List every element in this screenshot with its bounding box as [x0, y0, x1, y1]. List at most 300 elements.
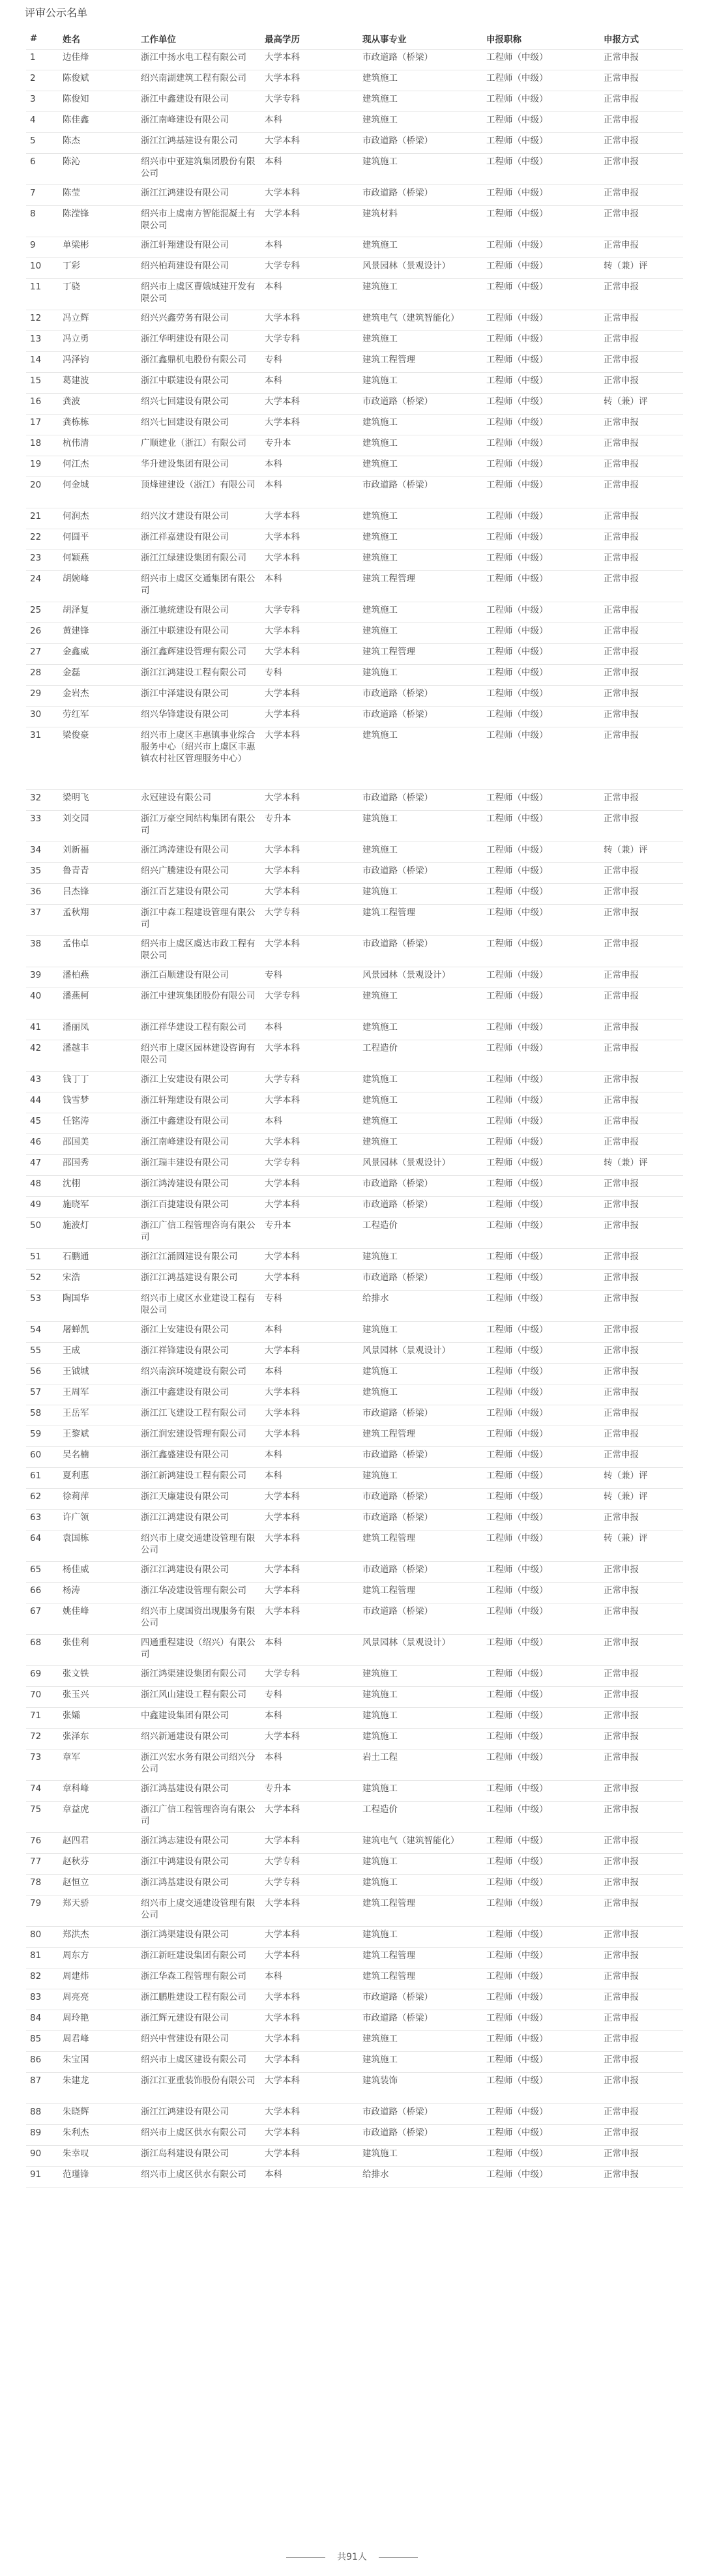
cell-specialty: 给排水: [359, 1291, 482, 1322]
cell-title: 工程师（中级）: [482, 1989, 600, 2010]
table-row: [26, 1405, 683, 1426]
cell-specialty: 风景园林（景观设计）: [359, 1343, 482, 1364]
cell-title: 工程师（中级）: [482, 1072, 600, 1092]
cell-mode: 正常申报: [600, 790, 683, 811]
cell-mode: 正常申报: [600, 686, 683, 707]
cell-name: 梁俊豪: [59, 727, 137, 790]
cell-specialty: 市政道路（桥梁）: [359, 686, 482, 707]
cell-index: 4: [26, 112, 59, 133]
cell-employer: 绍兴市上虞区建设有限公司: [137, 2052, 261, 2073]
cell-specialty: 市政道路（桥梁）: [359, 2104, 482, 2125]
cell-employer: 浙江江鸿建设有限公司: [137, 1562, 261, 1583]
cell-title: 工程师（中级）: [482, 435, 600, 456]
cell-specialty: 建筑工程管理: [359, 1426, 482, 1447]
table-row: [26, 1249, 683, 1270]
cell-name: 章科峰: [59, 1781, 137, 1802]
cell-title: 工程师（中级）: [482, 1895, 600, 1927]
cell-title: 工程师（中级）: [482, 1155, 600, 1176]
cell-mode: 正常申报: [600, 456, 683, 477]
cell-name: 潘丽凤: [59, 1019, 137, 1040]
cell-education: 专升本: [261, 811, 359, 842]
cell-title: 工程师（中级）: [482, 2167, 600, 2188]
cell-mode: 正常申报: [600, 727, 683, 790]
header-name: 姓名: [59, 28, 137, 50]
cell-mode: 正常申报: [600, 1562, 683, 1583]
cell-mode: 正常申报: [600, 623, 683, 644]
cell-title: 工程师（中级）: [482, 1854, 600, 1875]
cell-specialty: 建筑施工: [359, 1781, 482, 1802]
table-row: [26, 1322, 683, 1343]
cell-index: 60: [26, 1447, 59, 1468]
header-employer: 工作单位: [137, 28, 261, 50]
table-row: [26, 279, 683, 310]
cell-name: 陈莹: [59, 185, 137, 206]
cell-index: 1: [26, 50, 59, 70]
cell-name: 章军: [59, 1749, 137, 1781]
cell-employer: 绍兴市上虞区供水有限公司: [137, 2167, 261, 2188]
table-row: [26, 258, 683, 279]
cell-name: 赵秋芬: [59, 1854, 137, 1875]
cell-name: 杨佳威: [59, 1562, 137, 1583]
table-row: [26, 686, 683, 707]
cell-employer: 浙江鸿志建设有限公司: [137, 1833, 261, 1854]
table-row: [26, 185, 683, 206]
cell-employer: 浙江鑫鼎机电股份有限公司: [137, 352, 261, 373]
cell-index: 42: [26, 1040, 59, 1072]
table-row: [26, 967, 683, 988]
cell-employer: 绍兴南滨环境建设有限公司: [137, 1364, 261, 1384]
cell-mode: 正常申报: [600, 508, 683, 529]
cell-specialty: 建筑施工: [359, 623, 482, 644]
cell-education: 大学本科: [261, 394, 359, 415]
cell-name: 许广领: [59, 1510, 137, 1530]
cell-index: 68: [26, 1635, 59, 1666]
cell-index: 65: [26, 1562, 59, 1583]
cell-title: 工程师（中级）: [482, 1426, 600, 1447]
cell-education: 专科: [261, 967, 359, 988]
cell-index: 58: [26, 1405, 59, 1426]
table-row: [26, 1969, 683, 1989]
cell-mode: 正常申报: [600, 2146, 683, 2167]
cell-mode: 正常申报: [600, 1384, 683, 1405]
cell-name: 章益虎: [59, 1802, 137, 1833]
cell-education: 大学本科: [261, 2052, 359, 2073]
cell-specialty: 建筑电气（建筑智能化）: [359, 1833, 482, 1854]
cell-title: 工程师（中级）: [482, 1040, 600, 1072]
cell-mode: 正常申报: [600, 2125, 683, 2146]
cell-title: 工程师（中级）: [482, 1176, 600, 1197]
cell-title: 工程师（中级）: [482, 1019, 600, 1040]
cell-name: 葛建波: [59, 373, 137, 394]
cell-name: 周君峰: [59, 2031, 137, 2052]
cell-mode: 正常申报: [600, 1583, 683, 1603]
table-row: [26, 1948, 683, 1969]
table-row: [26, 1802, 683, 1833]
cell-employer: 浙江鸿渠建设集团有限公司: [137, 1666, 261, 1687]
cell-mode: 正常申报: [600, 936, 683, 967]
table-row: [26, 842, 683, 863]
cell-specialty: 建筑施工: [359, 331, 482, 352]
cell-index: 30: [26, 707, 59, 727]
cell-title: 工程师（中级）: [482, 237, 600, 258]
cell-index: 86: [26, 2052, 59, 2073]
table-row: [26, 863, 683, 884]
cell-education: 本科: [261, 1635, 359, 1666]
cell-title: 工程师（中级）: [482, 842, 600, 863]
table-row: [26, 1708, 683, 1729]
table-row: [26, 790, 683, 811]
cell-mode: 正常申报: [600, 435, 683, 456]
cell-index: 6: [26, 154, 59, 185]
cell-title: 工程师（中级）: [482, 456, 600, 477]
cell-title: 工程师（中级）: [482, 1197, 600, 1218]
cell-education: 本科: [261, 456, 359, 477]
cell-education: 大学专科: [261, 905, 359, 936]
cell-education: 大学本科: [261, 1583, 359, 1603]
cell-title: 工程师（中级）: [482, 1291, 600, 1322]
cell-education: 本科: [261, 154, 359, 185]
cell-index: 75: [26, 1802, 59, 1833]
cell-title: 工程师（中级）: [482, 1927, 600, 1948]
cell-specialty: 市政道路（桥梁）: [359, 50, 482, 70]
cell-education: 大学本科: [261, 790, 359, 811]
table-row: [26, 394, 683, 415]
table-row: [26, 1176, 683, 1197]
cell-employer: 浙江江鸿基建设有限公司: [137, 133, 261, 154]
cell-index: 57: [26, 1384, 59, 1405]
table-row: [26, 1989, 683, 2010]
cell-employer: 浙江祥华建设工程有限公司: [137, 1019, 261, 1040]
table-row: [26, 936, 683, 967]
cell-title: 工程师（中级）: [482, 811, 600, 842]
cell-employer: 浙江百顺建设有限公司: [137, 967, 261, 988]
cell-name: 周建炜: [59, 1969, 137, 1989]
cell-education: 大学本科: [261, 1176, 359, 1197]
cell-mode: 正常申报: [600, 1603, 683, 1635]
cell-index: 76: [26, 1833, 59, 1854]
cell-index: 31: [26, 727, 59, 790]
table-row: [26, 1666, 683, 1687]
cell-employer: 浙江鸿涛建设有限公司: [137, 842, 261, 863]
table-row: [26, 1343, 683, 1364]
cell-title: 工程师（中级）: [482, 1343, 600, 1364]
cell-title: 工程师（中级）: [482, 206, 600, 237]
cell-index: 33: [26, 811, 59, 842]
table-row: [26, 529, 683, 550]
cell-mode: 正常申报: [600, 2167, 683, 2188]
cell-title: 工程师（中级）: [482, 967, 600, 988]
cell-education: 大学本科: [261, 529, 359, 550]
cell-title: 工程师（中级）: [482, 1218, 600, 1249]
cell-education: 大学专科: [261, 1666, 359, 1687]
cell-specialty: 建筑施工: [359, 727, 482, 790]
cell-title: 工程师（中级）: [482, 279, 600, 310]
cell-specialty: 建筑施工: [359, 508, 482, 529]
cell-name: 丁彩: [59, 258, 137, 279]
cell-employer: 浙江轩翔建设有限公司: [137, 1092, 261, 1113]
cell-index: 85: [26, 2031, 59, 2052]
cell-education: 大学本科: [261, 936, 359, 967]
cell-name: 龚波: [59, 394, 137, 415]
cell-employer: 浙江中联建设有限公司: [137, 373, 261, 394]
cell-name: 张佳利: [59, 1635, 137, 1666]
table-row: [26, 206, 683, 237]
table-row: [26, 1875, 683, 1895]
cell-index: 26: [26, 623, 59, 644]
cell-mode: 正常申报: [600, 373, 683, 394]
cell-title: 工程师（中级）: [482, 1134, 600, 1155]
cell-name: 袁国栋: [59, 1530, 137, 1562]
cell-mode: 正常申报: [600, 1249, 683, 1270]
cell-education: 大学本科: [261, 1426, 359, 1447]
table-row: [26, 237, 683, 258]
cell-mode: 正常申报: [600, 1134, 683, 1155]
cell-name: 邵国美: [59, 1134, 137, 1155]
cell-specialty: 市政道路（桥梁）: [359, 1405, 482, 1426]
cell-education: 大学本科: [261, 1948, 359, 1969]
cell-specialty: 建筑施工: [359, 550, 482, 571]
cell-index: 22: [26, 529, 59, 550]
cell-employer: 浙江岛科建设有限公司: [137, 2146, 261, 2167]
cell-employer: 浙江祥锋建设有限公司: [137, 1343, 261, 1364]
cell-employer: 浙江华凌建设管理有限公司: [137, 1583, 261, 1603]
cell-education: 大学本科: [261, 863, 359, 884]
cell-employer: 绍兴七回建设有限公司: [137, 394, 261, 415]
cell-name: 朱宝国: [59, 2052, 137, 2073]
cell-name: 朱利杰: [59, 2125, 137, 2146]
cell-employer: 绍兴广騰建设有限公司: [137, 863, 261, 884]
cell-education: 本科: [261, 2167, 359, 2188]
cell-mode: 正常申报: [600, 602, 683, 623]
cell-title: 工程师（中级）: [482, 2125, 600, 2146]
cell-specialty: 建筑施工: [359, 70, 482, 91]
cell-index: 48: [26, 1176, 59, 1197]
cell-title: 工程师（中级）: [482, 1384, 600, 1405]
cell-index: 18: [26, 435, 59, 456]
cell-mode: 正常申报: [600, 2073, 683, 2104]
cell-name: 吕杰锋: [59, 884, 137, 905]
cell-name: 陈俊知: [59, 91, 137, 112]
cell-employer: 浙江中扬水电工程有限公司: [137, 50, 261, 70]
table-row: [26, 112, 683, 133]
cell-title: 工程师（中级）: [482, 1092, 600, 1113]
cell-specialty: 工程造价: [359, 1218, 482, 1249]
cell-title: 工程师（中级）: [482, 727, 600, 790]
cell-title: 工程师（中级）: [482, 1583, 600, 1603]
cell-name: 潘越丰: [59, 1040, 137, 1072]
cell-title: 工程师（中级）: [482, 1405, 600, 1426]
cell-education: 本科: [261, 1447, 359, 1468]
cell-education: 大学专科: [261, 988, 359, 1019]
page-title: 评审公示名单: [25, 7, 88, 19]
cell-employer: 浙江上安建设有限公司: [137, 1072, 261, 1092]
cell-education: 本科: [261, 571, 359, 602]
cell-title: 工程师（中级）: [482, 1270, 600, 1291]
cell-specialty: 市政道路（桥梁）: [359, 1176, 482, 1197]
table-row: [26, 352, 683, 373]
cell-specialty: 市政道路（桥梁）: [359, 185, 482, 206]
cell-index: 44: [26, 1092, 59, 1113]
cell-name: 张孀: [59, 1708, 137, 1729]
cell-index: 21: [26, 508, 59, 529]
cell-education: 大学本科: [261, 1197, 359, 1218]
cell-name: 潘柏燕: [59, 967, 137, 988]
cell-mode: 正常申报: [600, 1176, 683, 1197]
cell-education: 专科: [261, 665, 359, 686]
cell-specialty: 建筑施工: [359, 2031, 482, 2052]
cell-specialty: 建筑施工: [359, 884, 482, 905]
cell-employer: 浙江鑫盛建设有限公司: [137, 1447, 261, 1468]
cell-employer: 绍兴市上虞区供水有限公司: [137, 2125, 261, 2146]
table-row: [26, 435, 683, 456]
cell-education: 大学本科: [261, 1343, 359, 1364]
cell-specialty: 建筑施工: [359, 1875, 482, 1895]
cell-index: 77: [26, 1854, 59, 1875]
cell-mode: 转（兼）评: [600, 842, 683, 863]
cell-mode: 正常申报: [600, 988, 683, 1019]
cell-index: 14: [26, 352, 59, 373]
cell-specialty: 建筑装饰: [359, 2073, 482, 2104]
cell-employer: 浙江瑞丰建设有限公司: [137, 1155, 261, 1176]
cell-title: 工程师（中级）: [482, 258, 600, 279]
cell-education: 大学本科: [261, 2125, 359, 2146]
cell-education: 大学专科: [261, 1854, 359, 1875]
cell-name: 陈俊斌: [59, 70, 137, 91]
cell-education: 专科: [261, 352, 359, 373]
cell-specialty: 建筑施工: [359, 435, 482, 456]
cell-employer: 浙江广信工程管理咨询有限公司: [137, 1218, 261, 1249]
table-row: [26, 70, 683, 91]
cell-index: 45: [26, 1113, 59, 1134]
cell-name: 沈栩: [59, 1176, 137, 1197]
cell-index: 8: [26, 206, 59, 237]
cell-name: 朱幸叹: [59, 2146, 137, 2167]
cell-mode: 正常申报: [600, 1635, 683, 1666]
cell-title: 工程师（中级）: [482, 394, 600, 415]
cell-index: 89: [26, 2125, 59, 2146]
cell-mode: 正常申报: [600, 1781, 683, 1802]
cell-employer: 绍兴市上虞区交通集团有限公司: [137, 571, 261, 602]
table-row: [26, 1468, 683, 1489]
table-row: [26, 1927, 683, 1948]
cell-name: 王岳军: [59, 1405, 137, 1426]
cell-employer: 四通重程建设（绍兴）有限公司: [137, 1635, 261, 1666]
table-row: [26, 884, 683, 905]
cell-specialty: 市政道路（桥梁）: [359, 133, 482, 154]
cell-title: 工程师（中级）: [482, 863, 600, 884]
cell-employer: 浙江祥嘉建设有限公司: [137, 529, 261, 550]
cell-name: 朱晓辉: [59, 2104, 137, 2125]
cell-employer: 浙江辉元建设有限公司: [137, 2010, 261, 2031]
cell-employer: 绍兴市中亚建筑集团股份有限公司: [137, 154, 261, 185]
cell-specialty: 建筑施工: [359, 842, 482, 863]
cell-mode: 正常申报: [600, 1040, 683, 1072]
cell-name: 梁明飞: [59, 790, 137, 811]
cell-index: 9: [26, 237, 59, 258]
cell-employer: 浙江万豪空间结构集团有限公司: [137, 811, 261, 842]
cell-mode: 正常申报: [600, 884, 683, 905]
cell-index: 88: [26, 2104, 59, 2125]
cell-employer: 绍兴市上虞区曹娥城建开发有限公司: [137, 279, 261, 310]
cell-name: 郑天骄: [59, 1895, 137, 1927]
cell-specialty: 建筑工程管理: [359, 644, 482, 665]
cell-index: 41: [26, 1019, 59, 1040]
cell-title: 工程师（中级）: [482, 905, 600, 936]
table-row: [26, 2010, 683, 2031]
cell-education: 大学专科: [261, 258, 359, 279]
cell-mode: 正常申报: [600, 352, 683, 373]
cell-employer: 浙江中建筑集团股份有限公司: [137, 988, 261, 1019]
cell-education: 本科: [261, 112, 359, 133]
table-row: [26, 2167, 683, 2188]
cell-index: 52: [26, 1270, 59, 1291]
cell-title: 工程师（中级）: [482, 2146, 600, 2167]
table-row: [26, 1155, 683, 1176]
cell-specialty: 建筑施工: [359, 811, 482, 842]
cell-index: 74: [26, 1781, 59, 1802]
cell-title: 工程师（中级）: [482, 477, 600, 508]
cell-specialty: 建筑施工: [359, 602, 482, 623]
cell-specialty: 市政道路（桥梁）: [359, 2010, 482, 2031]
cell-index: 16: [26, 394, 59, 415]
cell-specialty: 建筑施工: [359, 988, 482, 1019]
cell-name: 杨涛: [59, 1583, 137, 1603]
cell-education: 大学本科: [261, 70, 359, 91]
cell-specialty: 建筑工程管理: [359, 1895, 482, 1927]
cell-mode: 正常申报: [600, 967, 683, 988]
cell-index: 61: [26, 1468, 59, 1489]
cell-title: 工程师（中级）: [482, 1447, 600, 1468]
cell-specialty: 建筑工程管理: [359, 1948, 482, 1969]
cell-specialty: 市政道路（桥梁）: [359, 1562, 482, 1583]
cell-index: 43: [26, 1072, 59, 1092]
cell-education: 大学专科: [261, 91, 359, 112]
table-row: [26, 456, 683, 477]
cell-index: 84: [26, 2010, 59, 2031]
cell-specialty: 工程造价: [359, 1802, 482, 1833]
cell-index: 56: [26, 1364, 59, 1384]
table-row: [26, 602, 683, 623]
cell-mode: 正常申报: [600, 185, 683, 206]
cell-index: 27: [26, 644, 59, 665]
cell-index: 82: [26, 1969, 59, 1989]
cell-education: 大学本科: [261, 185, 359, 206]
cell-title: 工程师（中级）: [482, 50, 600, 70]
cell-index: 66: [26, 1583, 59, 1603]
cell-name: 劳红军: [59, 707, 137, 727]
cell-education: 本科: [261, 1749, 359, 1781]
cell-name: 陈滢锋: [59, 206, 137, 237]
cell-title: 工程师（中级）: [482, 1635, 600, 1666]
table-row: [26, 1749, 683, 1781]
cell-name: 冯立勇: [59, 331, 137, 352]
cell-name: 王黎斌: [59, 1426, 137, 1447]
cell-title: 工程师（中级）: [482, 1666, 600, 1687]
cell-specialty: 岩土工程: [359, 1749, 482, 1781]
cell-education: 本科: [261, 1969, 359, 1989]
cell-specialty: 建筑施工: [359, 1927, 482, 1948]
header-education: 最高学历: [261, 28, 359, 50]
table-row: [26, 154, 683, 185]
cell-specialty: 市政道路（桥梁）: [359, 1989, 482, 2010]
cell-education: 大学本科: [261, 1249, 359, 1270]
table-row: [26, 2073, 683, 2104]
cell-name: 姚佳峰: [59, 1603, 137, 1635]
table-row: [26, 1510, 683, 1530]
cell-name: 陈沁: [59, 154, 137, 185]
cell-name: 王钺城: [59, 1364, 137, 1384]
cell-employer: 绍兴柏莉建设有限公司: [137, 258, 261, 279]
